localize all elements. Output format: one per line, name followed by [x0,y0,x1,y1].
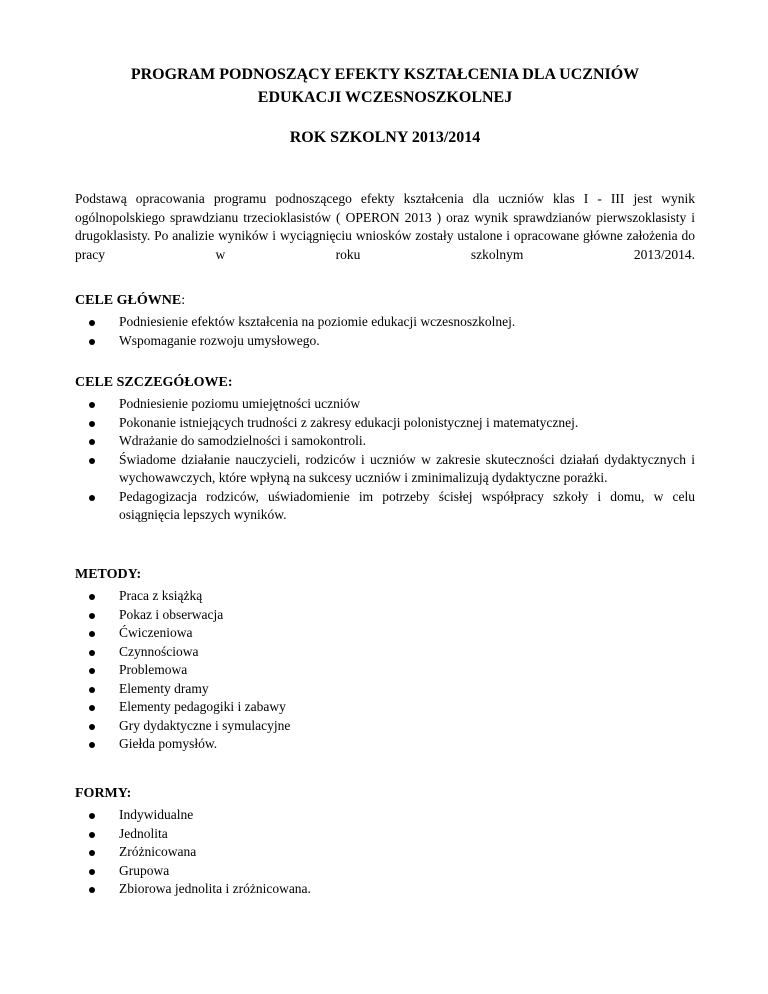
list-item-text: Elementy dramy [119,680,209,696]
document-title-line-1: PROGRAM PODNOSZĄCY EFEKTY KSZTAŁCENIA DLA UCZNIÓW [130,66,640,83]
bullet-icon [89,705,95,711]
list-item-text: Wdrażanie do samodzielności i samokontroli. [119,433,367,448]
list-item [75,414,695,433]
list-item-text: Indywidualne [119,807,194,822]
document-title-line-2: EDUKACJI WCZESNOSZKOLNEJ [257,89,513,106]
list-item [75,451,695,488]
bullet-icon [89,631,95,637]
list-item-text: Praca z książką [119,588,203,603]
bullet-list [75,395,695,525]
list-item-text: Ćwiczeniowa [119,625,193,640]
list-item [75,806,695,825]
list-item [75,488,695,525]
section-heading: FORMY: [75,786,132,801]
list-item [75,661,695,680]
list-item [75,606,695,625]
intro-paragraph: Podstawą opracowania programu podnoszącego efekty kształcenia dla uczniów klas I - III jest wynik ogólnopolskiego sprawdzianu trzecioklasistów ( OPERON 2013 ) oraz wynik sprawdzianów pierwszoklasisty i drugoklasisty. Po analizie wyników i wyciągnięciu wniosków zostały ustalone i opracowane główne założenia do pracy w roku szkolnym 2013/2014. [75,191,695,262]
list-item [75,680,695,699]
bullet-list [75,313,695,350]
list-item-text: Giełda pomysłów. [119,736,218,751]
list-item [75,432,695,451]
list-item [75,587,695,606]
list-item [75,313,695,332]
list-item-text: Pokonanie istniejących trudności z zakresy edukacji polonistycznej i matematycznej. [119,414,579,430]
bullet-list [75,806,695,899]
list-item-text: Elementy pedagogiki i zabawy [119,699,286,714]
bullet-icon [89,402,95,408]
section-cele-glowne [75,292,695,350]
list-item-text: Świadome działanie nauczycieli, rodziców i uczniów w zakresie skuteczności działań dydaktycznych i wychowawczych, które wpłyną na sukcesy uczniów i zminimalizują dydaktyczne porażki. [119,451,695,485]
section-heading: METODY: [75,567,142,582]
list-item [75,698,695,717]
section-metody [75,566,695,754]
list-item-text: Zbiorowa jednolita i zróżnicowana. [119,881,311,896]
list-item-text: Jednolita [119,825,168,841]
bullet-icon [89,742,95,748]
heading-colon: : [181,293,186,308]
list-item-text: Podniesienie efektów kształcenia na poziomie edukacji wczesnoszkolnej. [119,314,516,329]
bullet-icon [89,594,95,600]
list-item [75,862,695,881]
list-item-text: Grupowa [119,862,170,878]
list-item-text: Pedagogizacja rodziców, uświadomienie im potrzeby ścisłej współpracy szkoły i domu, w celu osiągnięcia lepszych wyników. [119,488,695,522]
list-item-text: Zróżnicowana [119,844,197,859]
bullet-icon [89,339,95,345]
list-item [75,332,695,351]
bullet-icon [89,613,95,619]
section-formy [75,785,695,899]
list-item [75,717,695,736]
bullet-icon [89,832,95,838]
bullet-icon [89,495,95,501]
bullet-icon [89,813,95,819]
list-item [75,880,695,899]
list-item [75,624,695,643]
bullet-icon [89,421,95,427]
heading-text: CELE GŁÓWNE [75,293,182,308]
bullet-icon [89,724,95,730]
list-item [75,735,695,754]
list-item-text: Problemowa [119,662,188,677]
list-item-text: Gry dydaktyczne i symulacyjne [119,717,291,733]
bullet-icon [89,650,95,656]
list-item [75,843,695,862]
bullet-icon [89,458,95,464]
list-item [75,395,695,414]
list-item-text: Wspomaganie rozwoju umysłowego. [119,332,320,348]
list-item-text: Pokaz i obserwacja [119,606,224,622]
list-item [75,643,695,662]
bullet-icon [89,668,95,674]
bullet-icon [89,687,95,693]
list-item-text: Czynnościowa [119,643,199,659]
section-heading [75,292,695,310]
bullet-icon [89,439,95,445]
section-cele-szczegolowe [75,374,695,525]
school-year-heading: ROK SZKOLNY 2013/2014 [289,129,481,146]
bullet-icon [89,850,95,856]
bullet-icon [89,869,95,875]
bullet-icon [89,887,95,893]
list-item-text: Podniesienie poziomu umiejętności uczniów [119,396,361,411]
section-heading: CELE SZCZEGÓŁOWE: [75,375,233,390]
bullet-icon [89,320,95,326]
list-item [75,825,695,844]
bullet-list [75,587,695,754]
